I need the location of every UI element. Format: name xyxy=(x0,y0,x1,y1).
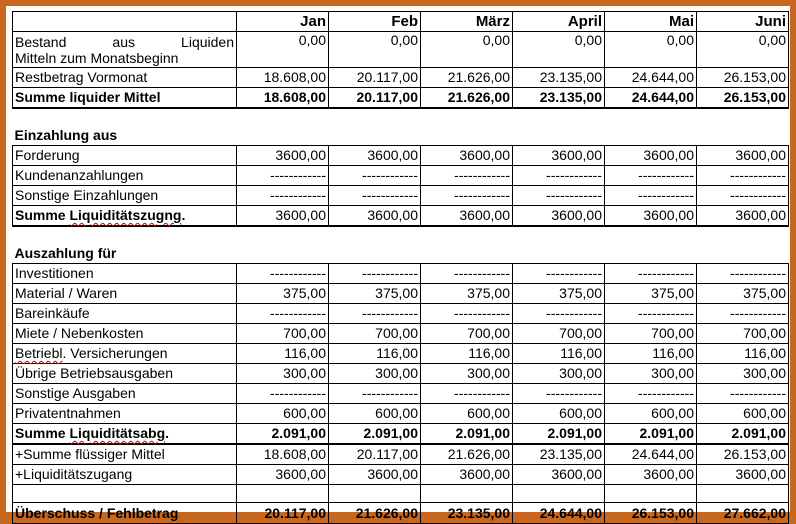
spacer-cell xyxy=(13,485,237,503)
cell-value[interactable]: 3600,00 xyxy=(605,465,697,485)
row-label[interactable]: Forderung xyxy=(13,146,237,166)
spacer-cell xyxy=(237,485,329,503)
spacer-cell xyxy=(13,226,789,244)
cell-value[interactable]: 23.135,00 xyxy=(513,444,605,465)
row-label[interactable] xyxy=(13,206,237,227)
row-label[interactable]: Restbetrag Vormonat xyxy=(13,68,237,88)
cell-value[interactable]: 0,00 xyxy=(329,32,421,68)
cell-value[interactable]: 26.153,00 xyxy=(605,503,697,524)
cell-value[interactable]: ------------ xyxy=(421,186,513,206)
cell-value[interactable]: 700,00 xyxy=(697,324,789,344)
cell-value[interactable]: ------------ xyxy=(513,186,605,206)
label-line: Mitteln zum Monatsbeginn xyxy=(15,49,179,66)
cell-value[interactable]: ------------ xyxy=(237,304,329,324)
spreadsheet xyxy=(6,6,790,521)
cell-value[interactable]: 0,00 xyxy=(513,32,605,68)
row-ueberschuss xyxy=(13,503,789,524)
cell-value[interactable]: 2.091,00 xyxy=(329,424,421,445)
row-label[interactable]: Miete / Nebenkosten xyxy=(13,324,237,344)
cell-value[interactable]: 300,00 xyxy=(513,364,605,384)
cell-value[interactable]: 300,00 xyxy=(605,364,697,384)
month-header[interactable]: Juni xyxy=(697,12,789,32)
cell-value[interactable]: ------------ xyxy=(605,186,697,206)
cell-value[interactable]: 21.626,00 xyxy=(329,503,421,524)
cell-value[interactable]: ------------ xyxy=(329,186,421,206)
cell-value[interactable]: 2.091,00 xyxy=(605,424,697,445)
cell-value[interactable]: 26.153,00 xyxy=(697,88,789,109)
section-auszahlung xyxy=(13,244,789,264)
section-filler xyxy=(237,126,789,146)
cell-value[interactable]: 21.626,00 xyxy=(421,88,513,109)
label-word: aus xyxy=(112,33,135,50)
cell-value[interactable]: ------------ xyxy=(421,264,513,284)
cell-value[interactable]: 3600,00 xyxy=(697,465,789,485)
label-word: Liquiden xyxy=(181,33,234,50)
row-plus-zugang xyxy=(13,465,789,485)
cell-value[interactable]: ------------ xyxy=(697,166,789,186)
row-material xyxy=(13,284,789,304)
cell-value[interactable]: 700,00 xyxy=(421,324,513,344)
cell-value[interactable]: 3600,00 xyxy=(421,465,513,485)
cell-value[interactable]: 0,00 xyxy=(605,32,697,68)
row-label[interactable]: Sonstige Ausgaben xyxy=(13,384,237,404)
cell-value[interactable]: ------------ xyxy=(237,264,329,284)
cell-value[interactable]: 24.644,00 xyxy=(605,444,697,465)
row-investitionen xyxy=(13,264,789,284)
cell-value[interactable]: 20.117,00 xyxy=(237,503,329,524)
cell-value[interactable]: 24.644,00 xyxy=(513,503,605,524)
spacer-cell xyxy=(329,485,421,503)
month-header[interactable]: Jan xyxy=(237,12,329,32)
cell-value[interactable]: ------------ xyxy=(237,384,329,404)
cell-value[interactable]: ------------ xyxy=(237,186,329,206)
cell-value[interactable]: 375,00 xyxy=(697,284,789,304)
cell-value[interactable]: 700,00 xyxy=(329,324,421,344)
section-filler xyxy=(237,244,789,264)
cell-value[interactable]: 26.153,00 xyxy=(697,68,789,88)
row-label[interactable]: Material / Waren xyxy=(13,284,237,304)
cell-value[interactable]: 375,00 xyxy=(237,284,329,304)
label-part-spellcheck: Betriebl xyxy=(15,345,63,361)
month-header[interactable]: April xyxy=(513,12,605,32)
row-bareinkaeufe xyxy=(13,304,789,324)
row-label[interactable]: Kundenanzahlungen xyxy=(13,166,237,186)
cell-value[interactable]: 300,00 xyxy=(329,364,421,384)
header-row xyxy=(13,12,789,32)
cell-value[interactable]: ------------ xyxy=(697,304,789,324)
cell-value[interactable]: ------------ xyxy=(697,384,789,404)
label-part-spellcheck: Liquiditätszugng xyxy=(69,207,182,223)
cell-value[interactable]: 116,00 xyxy=(237,344,329,364)
cell-value[interactable]: 375,00 xyxy=(329,284,421,304)
cell-value[interactable]: 300,00 xyxy=(421,364,513,384)
label-part: . Versicherungen xyxy=(62,345,168,361)
cell-value[interactable]: ------------ xyxy=(421,304,513,324)
cell-value[interactable]: 3600,00 xyxy=(329,206,421,227)
cell-value[interactable]: 0,00 xyxy=(697,32,789,68)
cell-value[interactable]: 600,00 xyxy=(421,404,513,424)
row-label[interactable]: +Liquiditätszugang xyxy=(13,465,237,485)
cell-value[interactable]: 18.608,00 xyxy=(237,444,329,465)
label-word: Bestand xyxy=(15,33,67,50)
row-forderung xyxy=(13,146,789,166)
cell-value[interactable]: 3600,00 xyxy=(421,146,513,166)
label-part-spellcheck: Liquiditätsabg xyxy=(69,425,166,441)
row-summe-liquider xyxy=(13,88,789,109)
cell-value[interactable]: 23.135,00 xyxy=(421,503,513,524)
cell-value[interactable]: 300,00 xyxy=(697,364,789,384)
cell-value[interactable]: 116,00 xyxy=(421,344,513,364)
row-label[interactable] xyxy=(13,344,237,364)
cell-value[interactable]: 3600,00 xyxy=(329,465,421,485)
cell-value[interactable]: 2.091,00 xyxy=(513,424,605,445)
cell-value[interactable]: 300,00 xyxy=(237,364,329,384)
cell-value[interactable]: 2.091,00 xyxy=(697,424,789,445)
label-part: . xyxy=(165,425,170,441)
cell-value[interactable]: 600,00 xyxy=(697,404,789,424)
row-summe-zugang xyxy=(13,206,789,227)
cell-value[interactable]: 0,00 xyxy=(237,32,329,68)
cell-value[interactable]: ------------ xyxy=(605,264,697,284)
spacer-cell xyxy=(13,108,789,126)
label-part: . xyxy=(181,207,186,223)
cell-value[interactable]: 3600,00 xyxy=(697,146,789,166)
cell-value[interactable]: ------------ xyxy=(605,166,697,186)
spacer-cell xyxy=(697,485,789,503)
row-sonstige-ausgaben xyxy=(13,384,789,404)
row-label[interactable]: Investitionen xyxy=(13,264,237,284)
cell-value[interactable]: ------------ xyxy=(237,166,329,186)
row-versicherungen xyxy=(13,344,789,364)
cell-value[interactable]: 600,00 xyxy=(513,404,605,424)
cell-value[interactable]: ------------ xyxy=(697,186,789,206)
cell-value[interactable]: 24.644,00 xyxy=(605,68,697,88)
cell-value[interactable]: 27.662,00 xyxy=(697,503,789,524)
cell-value[interactable]: 3600,00 xyxy=(421,206,513,227)
cell-value[interactable]: 600,00 xyxy=(237,404,329,424)
spacer-cell xyxy=(421,485,513,503)
cell-value[interactable]: ------------ xyxy=(513,166,605,186)
cell-value[interactable]: 116,00 xyxy=(697,344,789,364)
cell-value[interactable]: 600,00 xyxy=(605,404,697,424)
cell-value[interactable]: 3600,00 xyxy=(513,206,605,227)
row-label[interactable]: Sonstige Einzahlungen xyxy=(13,186,237,206)
cell-value[interactable]: 3600,00 xyxy=(605,146,697,166)
cell-value[interactable]: 700,00 xyxy=(605,324,697,344)
cell-value[interactable]: 700,00 xyxy=(513,324,605,344)
cell-value[interactable]: ------------ xyxy=(421,166,513,186)
cell-value[interactable]: 2.091,00 xyxy=(237,424,329,445)
row-kundenanzahlungen xyxy=(13,166,789,186)
section-einzahlung xyxy=(13,126,789,146)
cell-value[interactable]: 20.117,00 xyxy=(329,444,421,465)
row-uebrige xyxy=(13,364,789,384)
spacer-cell xyxy=(605,485,697,503)
cell-value[interactable]: 21.626,00 xyxy=(421,68,513,88)
cell-value[interactable]: ------------ xyxy=(421,384,513,404)
cell-value[interactable]: 20.117,00 xyxy=(329,88,421,109)
label-part: Summe xyxy=(15,207,70,223)
cell-value[interactable]: 2.091,00 xyxy=(421,424,513,445)
label-part: Summe xyxy=(15,425,70,441)
cell-value[interactable]: 375,00 xyxy=(513,284,605,304)
cell-value[interactable]: 3600,00 xyxy=(697,206,789,227)
cell-value[interactable]: 116,00 xyxy=(513,344,605,364)
row-label[interactable]: Überschuss / Fehlbetrag xyxy=(13,503,237,524)
row-label[interactable]: Bareinkäufe xyxy=(13,304,237,324)
cell-value[interactable]: 375,00 xyxy=(421,284,513,304)
cell-value[interactable]: 23.135,00 xyxy=(513,68,605,88)
cell-value[interactable]: 700,00 xyxy=(237,324,329,344)
month-header[interactable]: März xyxy=(421,12,513,32)
row-summe-abgang xyxy=(13,424,789,445)
row-privatentnahmen xyxy=(13,404,789,424)
cell-value[interactable]: 116,00 xyxy=(329,344,421,364)
cell-value[interactable]: 3600,00 xyxy=(605,206,697,227)
row-label[interactable]: Privatentnahmen xyxy=(13,404,237,424)
section-title[interactable]: Einzahlung aus xyxy=(14,127,118,143)
cell-value[interactable]: 23.135,00 xyxy=(513,88,605,109)
cell-value[interactable]: ------------ xyxy=(697,264,789,284)
cell-value[interactable]: 24.644,00 xyxy=(605,88,697,109)
cell-value[interactable]: ------------ xyxy=(329,264,421,284)
section-title[interactable]: Auszahlung für xyxy=(14,245,117,261)
cell-value[interactable]: 18.608,00 xyxy=(237,88,329,109)
month-header[interactable]: Mai xyxy=(605,12,697,32)
spacer-row xyxy=(13,108,789,126)
cell-value[interactable]: 3600,00 xyxy=(237,465,329,485)
cell-value[interactable]: ------------ xyxy=(513,304,605,324)
liquidity-plan-table xyxy=(12,11,789,524)
spacer-row xyxy=(13,226,789,244)
row-label[interactable]: Summe liquider Mittel xyxy=(13,88,237,109)
cell-value[interactable]: 21.626,00 xyxy=(421,444,513,465)
cell-value[interactable]: 3600,00 xyxy=(329,146,421,166)
cell-value[interactable]: ------------ xyxy=(513,384,605,404)
row-bestand xyxy=(13,32,789,68)
cell-value[interactable]: 3600,00 xyxy=(513,146,605,166)
row-restbetrag xyxy=(13,68,789,88)
spacer-cell xyxy=(513,485,605,503)
row-sonstige-einzahlungen xyxy=(13,186,789,206)
cell-value[interactable]: 375,00 xyxy=(605,284,697,304)
cell-value[interactable]: ------------ xyxy=(329,166,421,186)
row-miete xyxy=(13,324,789,344)
row-label[interactable] xyxy=(13,424,237,445)
cell-value[interactable]: 26.153,00 xyxy=(697,444,789,465)
cell-value[interactable]: ------------ xyxy=(513,264,605,284)
cell-value[interactable]: 3600,00 xyxy=(513,465,605,485)
row-plus-summe-fluessig xyxy=(13,444,789,465)
cell-value[interactable]: 18.608,00 xyxy=(237,68,329,88)
cell-value[interactable]: 20.117,00 xyxy=(329,68,421,88)
cell-value[interactable]: ------------ xyxy=(329,384,421,404)
cell-value[interactable]: 600,00 xyxy=(329,404,421,424)
row-label[interactable] xyxy=(13,32,237,68)
row-label[interactable]: +Summe flüssiger Mittel xyxy=(13,444,237,465)
cell-value[interactable]: 3600,00 xyxy=(237,206,329,227)
cell-value[interactable]: 116,00 xyxy=(605,344,697,364)
cell-value[interactable]: ------------ xyxy=(605,384,697,404)
spacer-row xyxy=(13,485,789,503)
row-label[interactable]: Übrige Betriebsausgaben xyxy=(13,364,237,384)
cell-value[interactable]: ------------ xyxy=(329,304,421,324)
month-header[interactable]: Feb xyxy=(329,12,421,32)
cell-value[interactable]: 0,00 xyxy=(421,32,513,68)
cell-value[interactable]: ------------ xyxy=(605,304,697,324)
cell-value[interactable]: 3600,00 xyxy=(237,146,329,166)
header-empty-cell[interactable] xyxy=(13,12,237,32)
